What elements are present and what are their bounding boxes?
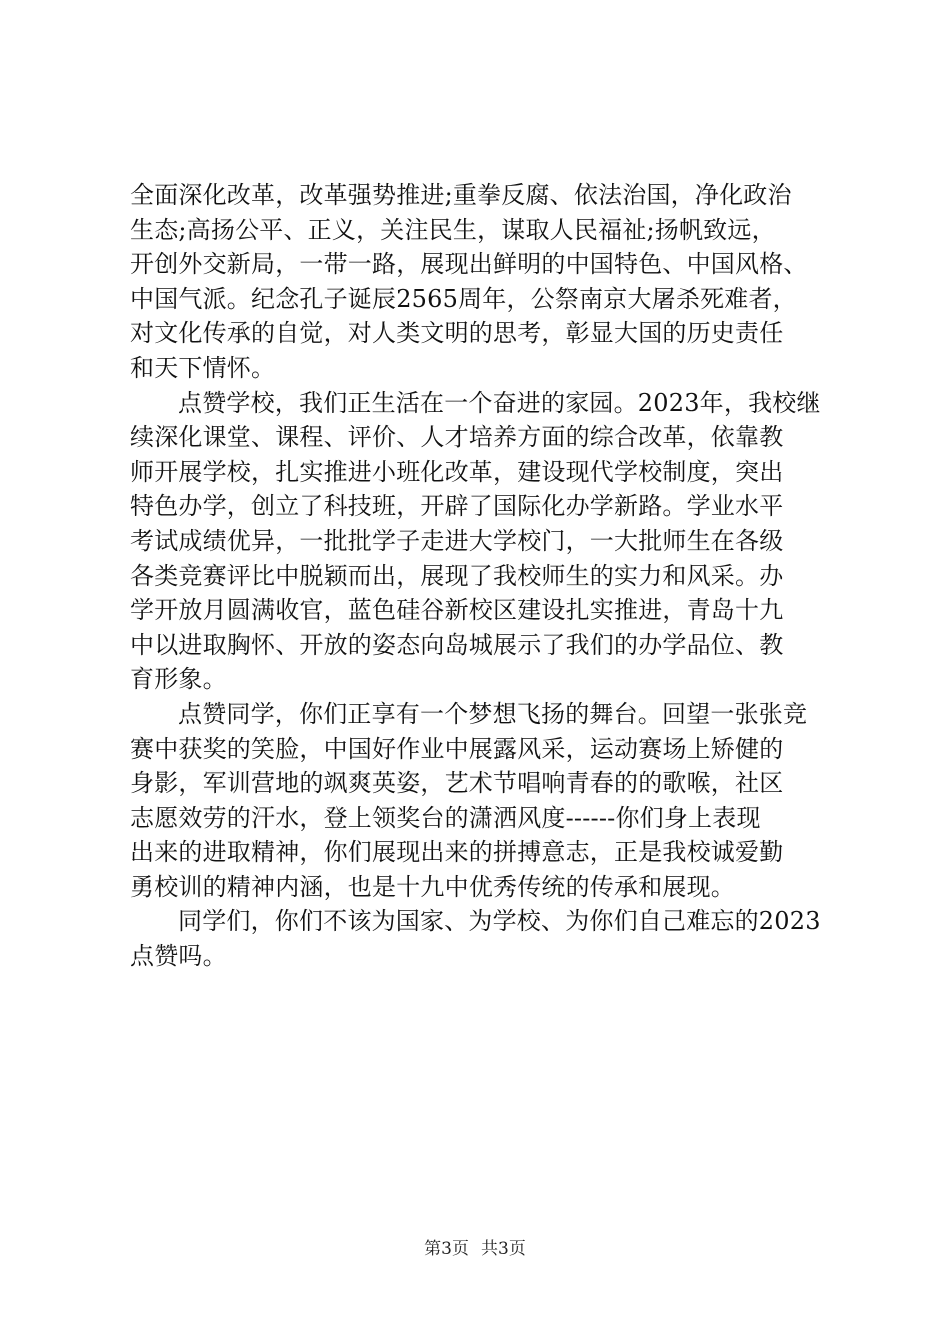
- text-line: 和天下情怀。: [130, 353, 276, 382]
- text-line: 赛中获奖的笑脸，中国好作业中展露风采，运动赛场上矫健的: [130, 734, 784, 763]
- text-line: 各类竞赛评比中脱颖而出，展现了我校师生的实力和风采。办: [130, 561, 784, 590]
- paragraph-start-line: 点赞同学，你们正享有一个梦想飞扬的舞台。回望一张张竞: [178, 699, 808, 728]
- paragraph-start-line: 点赞学校，我们正生活在一个奋进的家园。2023年，我校继: [178, 388, 821, 417]
- text-line: 特色办学，创立了科技班，开辟了国际化办学新路。学业水平: [130, 492, 784, 521]
- text-line: 志愿效劳的汗水，登上领奖台的潇洒风度------你们身上表现: [130, 803, 761, 832]
- text-line: 身影，军训营地的飒爽英姿，艺术节唱响青春的的歌喉，社区: [130, 769, 784, 798]
- text-line: 开创外交新局，一带一路，展现出鲜明的中国特色、中国风格、: [130, 250, 808, 279]
- text-line: 对文化传承的自觉，对人类文明的思考，彰显大国的历史责任: [130, 319, 784, 348]
- text-line: 考试成绩优异，一批批学子走进大学校门，一大批师生在各级: [130, 526, 784, 555]
- document-body: [130, 178, 842, 974]
- text-line: 中以进取胸怀、开放的姿态向岛城展示了我们的办学品位、教: [130, 630, 784, 659]
- page-number: 第3页: [424, 1239, 469, 1259]
- paragraph-start-line: 同学们，你们不该为国家、为学校、为你们自己难忘的2023: [178, 907, 821, 936]
- text-line: 育形象。: [130, 665, 227, 694]
- text-line: 师开展学校，扎实推进小班化改革，建设现代学校制度，突出: [130, 457, 784, 486]
- page-total: 共3页: [481, 1239, 526, 1259]
- text-line: 学开放月圆满收官，蓝色硅谷新校区建设扎实推进，青岛十九: [130, 596, 784, 625]
- page-footer: [0, 1238, 950, 1260]
- text-line: 生态;高扬公平、正义，关注民生，谋取人民福祉;扬帆致远，: [130, 215, 776, 244]
- text-line: 续深化课堂、课程、评价、人才培养方面的综合改革，依靠教: [130, 423, 784, 452]
- text-line: 出来的进取精神，你们展现出来的拼搏意志，正是我校诚爱勤: [130, 838, 784, 867]
- text-line: 点赞吗。: [130, 942, 227, 971]
- text-line: 勇校训的精神内涵，也是十九中优秀传统的传承和展现。: [130, 872, 735, 901]
- text-line: 中国气派。纪念孔子诞辰2565周年，公祭南京大屠杀死难者，: [130, 284, 797, 313]
- text-line: 全面深化改革，改革强势推进;重拳反腐、依法治国，净化政治: [130, 181, 792, 209]
